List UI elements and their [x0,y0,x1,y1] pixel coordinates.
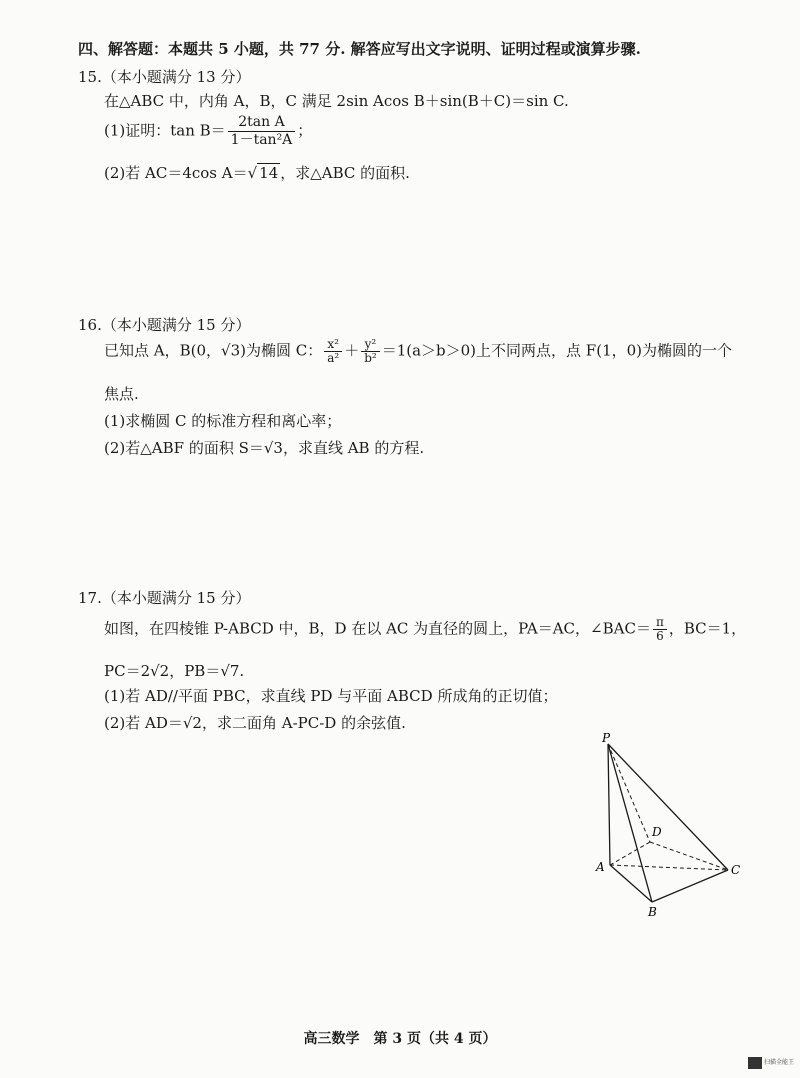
q17-frac-num: π [653,616,667,630]
q15-part2 [104,162,410,183]
q15-frac-numerator: 2tan A [228,114,296,132]
q16-frac-x-den: a² [327,351,340,365]
q15-part2-prefix: (2)若 AC＝4cos A＝ [104,164,248,182]
q16-part2: (2)若△ABF 的面积 S＝√3，求直线 AB 的方程. [104,439,425,457]
edge-BC [652,870,728,902]
q16-stem [104,338,732,365]
q16-frac-x-num: x² [324,338,342,352]
q15-stem: 在△ABC 中，内角 A，B，C 满足 2sin Acos B＋sin(B＋C)＝sin C. [104,92,569,110]
q15-fraction [228,114,296,149]
pyramid-figure [590,730,750,920]
q16-frac-y-den: b² [364,351,377,365]
q16-plus: ＋ [344,341,360,360]
q17-header: 17.（本小题满分 15 分） [78,589,251,607]
q17-part1: (1)若 AD//平面 PBC，求直线 PD 与平面 ABCD 所成角的正切值； [104,687,558,705]
q17-stem [104,616,746,643]
edge-PD [608,744,650,842]
q17-part2: (2)若 AD＝√2，求二面角 A-PC-D 的余弦值. [104,714,406,732]
q16-part1: (1)求椭圆 C 的标准方程和离心率； [104,412,342,430]
edge-AB [610,865,652,902]
q17-stem-a: 如图，在四棱锥 P-ABCD 中，B，D 在以 AC 为直径的圆上，PA＝AC，∠BAC＝ [104,619,651,638]
q15-sqrt-radicand: 14 [259,164,279,182]
q17-frac-pi6 [653,616,667,643]
label-A: A [596,860,605,874]
q16-stem-b: ＝1(a＞b＞0)上不同两点，点 F(1，0)为椭圆的一个 [381,341,733,360]
edge-DC [650,842,728,870]
q15-part1-prefix: (1)证明：tan B＝ [104,121,226,140]
q15-frac-denominator: 1－tan²A [230,132,293,148]
q15-header: 15.（本小题满分 13 分） [78,68,251,86]
q15-part1 [104,114,312,149]
sqrt-symbol: √ 14 [247,164,279,182]
q17-frac-den: 6 [656,629,664,643]
label-B: B [648,905,657,919]
label-D: D [652,825,662,839]
q16-header: 16.（本小题满分 15 分） [78,316,251,334]
edge-PA [608,744,610,865]
section-header: 四、解答题：本题共 5 小题，共 77 分. 解答应写出文字说明、证明过程或演算步骤. [78,40,641,58]
edge-AC [610,865,728,870]
label-P: P [602,731,611,745]
q15-part2-suffix: ，求△ABC 的面积. [280,164,410,182]
q16-frac-x [324,338,342,365]
q16-frac-y [361,338,380,365]
scanner-watermark: 扫描全能王 [764,1059,795,1066]
qr-code-icon [748,1057,762,1069]
q15-part1-suffix: ； [297,121,313,140]
q16-stem-a: 已知点 A，B(0，√3)为椭圆 C： [104,341,323,360]
page-footer: 高三数学 第 3 页（共 4 页） [303,1031,497,1047]
q16-stem-c: 焦点. [104,385,139,403]
label-C: C [731,863,741,877]
edge-AD [610,842,650,865]
q16-frac-y-num: y² [361,338,380,352]
q17-stem-c: PC＝2√2，PB＝√7. [104,662,245,680]
q17-stem-b: ，BC＝1， [668,619,747,638]
